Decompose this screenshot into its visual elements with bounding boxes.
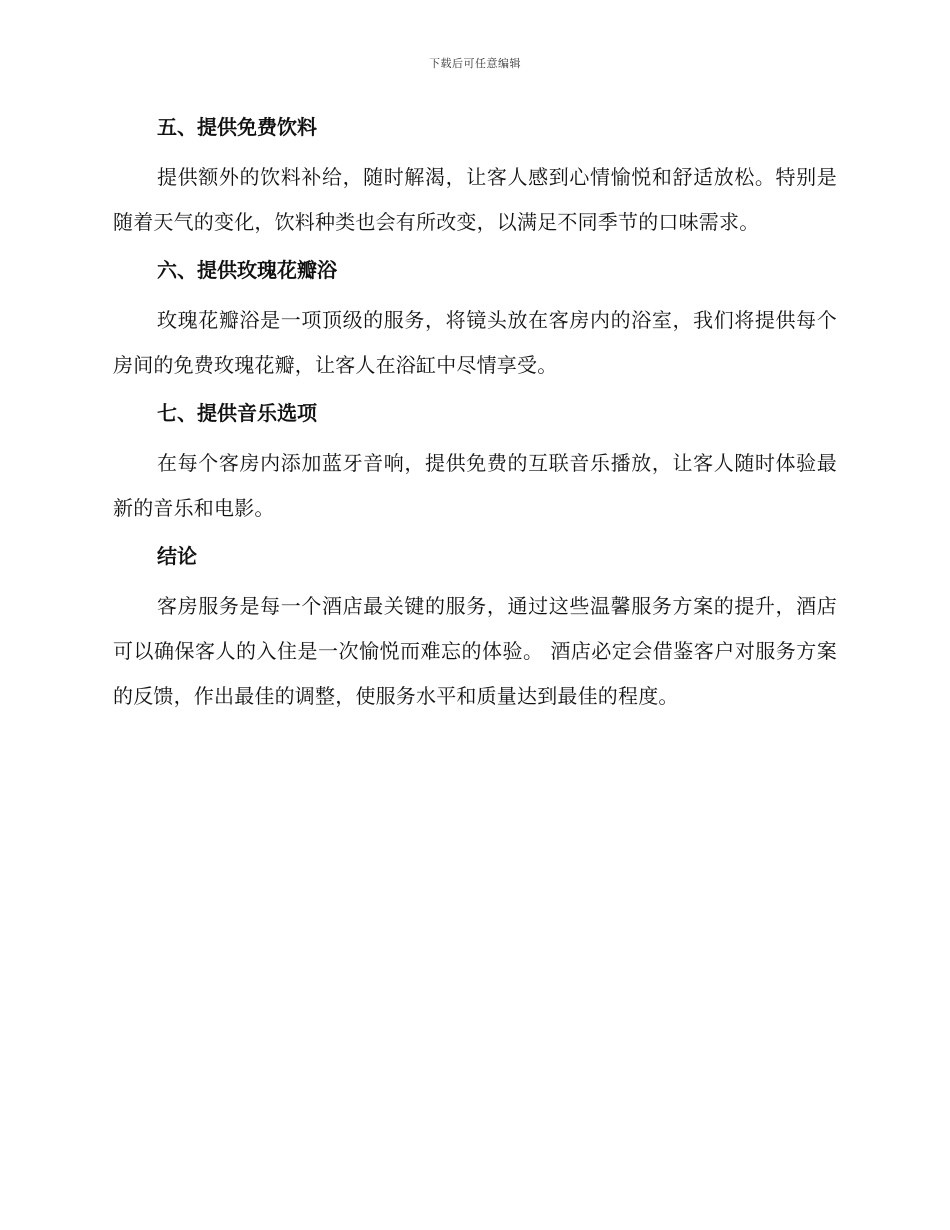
section-body-rose-bath: 玫瑰花瓣浴是一项顶级的服务，将镜头放在客房内的浴室，我们将提供每个房间的免费玫瑰花瓣，让客人在浴缸中尽情享受。 <box>113 308 837 377</box>
section-heading-drinks: 五、提供免费饮料 <box>157 115 317 139</box>
section-body-drinks: 提供额外的饮料补给，随时解渴，让客人感到心情愉悦和舒适放松。特别是随着天气的变化，饮料种类也会有所改变，以满足不同季节的口味需求。 <box>113 165 837 234</box>
section-heading-music: 七、提供音乐选项 <box>157 401 317 425</box>
section-body-music: 在每个客房内添加蓝牙音响，提供免费的互联音乐播放，让客人随时体验最新的音乐和电影。 <box>113 451 837 520</box>
section-heading-conclusion: 结论 <box>157 544 197 568</box>
document-content <box>113 112 837 719</box>
section-body-conclusion: 客房服务是每一个酒店最关键的服务，通过这些温馨服务方案的提升，酒店可以确保客人的入住是一次愉悦而难忘的体验。 酒店必定会借鉴客户对服务方案的反馈，作出最佳的调整，使服务水平和质量达到最佳的程度。 <box>113 594 837 708</box>
header-note: 下载后可任意编辑 <box>429 57 521 70</box>
section-heading-rose-bath: 六、提供玫瑰花瓣浴 <box>157 258 337 282</box>
